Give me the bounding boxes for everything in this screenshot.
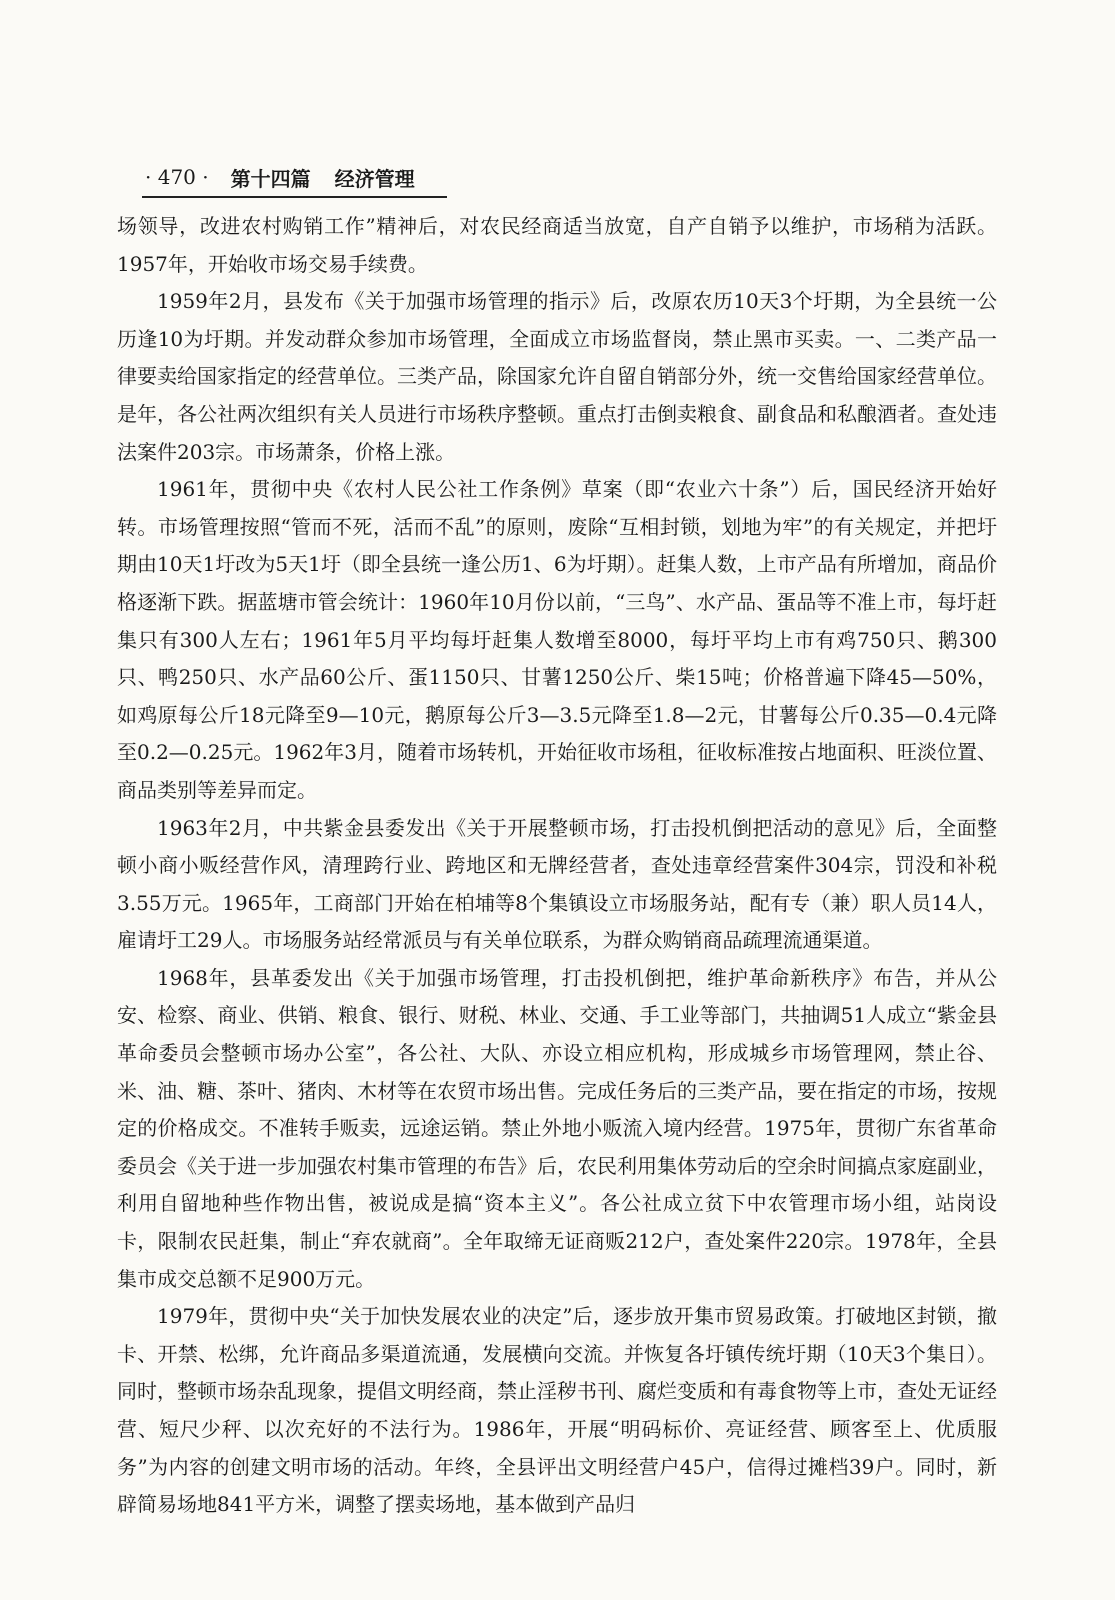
chapter-title: 经济管理	[334, 166, 415, 191]
section-label: 第十四篇	[230, 166, 311, 191]
paragraph: 1968年，县革委发出《关于加强市场管理，打击投机倒把，维护革命新秩序》布告，并从公安、检察、商业、供销、粮食、银行、财税、林业、交通、手工业等部门，共抽调51人成立“紫金县革命委员会整顿市场办公室”，各公社、大队、亦设立相应机构，形成城乡市场管理网，禁止谷、米、油、糖、茶叶、猪肉、木材等在农贸市场出售。完成任务后的三类产品，要在指定的市场，按规定的价格成交。不准转手贩卖，远途运销。禁止外地小贩流入境内经营。1975年，贯彻广东省革命委员会《关于进一步加强农村集市管理的布告》后，农民利用集体劳动后的空余时间搞点家庭副业，利用自留地种些作物出售，被说成是搞“资本主义”。各公社成立贫下中农管理市场小组，站岗设卡，限制农民赶集，制止“弃农就商”。全年取缔无证商贩212户，查处案件220宗。1978年，全县集市成交总额不足900万元。	[117, 965, 997, 1291]
page-number: · 470 ·	[145, 165, 209, 189]
body-text	[117, 208, 997, 1524]
header-rule	[142, 196, 447, 198]
paragraph: 1959年2月，县发布《关于加强市场管理的指示》后，改原农历10天3个圩期，为全县统一公历逢10为圩期。并发动群众参加市场管理，全面成立市场监督岗，禁止黑市买卖。一、二类产品一律要卖给国家指定的经营单位。三类产品，除国家允许自留自销部分外，统一交售给国家经营单位。是年，各公社两次组织有关人员进行市场秩序整顿。重点打击倒卖粮食、副食品和私酿酒者。查处违法案件203宗。市场萧条，价格上涨。	[117, 289, 997, 464]
paragraph: 1979年，贯彻中央“关于加快发展农业的决定”后，逐步放开集市贸易政策。打破地区封锁，撤卡、开禁、松绑，允许商品多渠道流通，发展横向交流。并恢复各圩镇传统圩期（10天3个集日）。同时，整顿市场杂乱现象，提倡文明经商，禁止淫秽书刊、腐烂变质和有毒食物等上市，查处无证经营、短尺少秤、以次充好的不法行为。1986年，开展“明码标价、亮证经营、顾客至上、优质服务”为内容的创建文明市场的活动。年终，全县评出文明经营户45户，信得过摊档39户。同时，新辟简易场地841平方米，调整了摆卖场地，基本做到产品归	[117, 1304, 997, 1517]
paragraph: 1961年，贯彻中央《农村人民公社工作条例》草案（即“农业六十条”）后，国民经济开始好转。市场管理按照“管而不死，活而不乱”的原则，废除“互相封锁，划地为牢”的有关规定，并把圩期由10天1圩改为5天1圩（即全县统一逢公历1、6为圩期）。赶集人数，上市产品有所增加，商品价格逐渐下跌。据蓝塘市管会统计：1960年10月份以前，“三鸟”、水产品、蛋品等不准上市，每圩赶集只有300人左右；1961年5月平均每圩赶集人数增至8000，每圩平均上市有鸡750只、鹅300只、鸭250只、水产品60公斤、蛋1150只、甘薯1250公斤、柴15吨；价格普遍下降45—50%，如鸡原每公斤18元降至9—10元，鹅原每公斤3—3.5元降至1.8—2元，甘薯每公斤0.35—0.4元降至0.2—0.25元。1962年3月，随着市场转机，开始征收市场租，征收标准按占地面积、旺淡位置、商品类别等差异而定。	[117, 477, 997, 802]
paragraph: 1963年2月，中共紫金县委发出《关于开展整顿市场，打击投机倒把活动的意见》后，全面整顿小商小贩经营作风，清理跨行业、跨地区和无牌经营者，查处违章经营案件304宗，罚没和补税3.55万元。1965年，工商部门开始在柏埔等8个集镇设立市场服务站，配有专（兼）职人员14人，雇请圩工29人。市场服务站经常派员与有关单位联系，为群众购销商品疏理流通渠道。	[117, 815, 997, 953]
paragraph: 场领导，改进农村购销工作”精神后，对农民经商适当放宽，自产自销予以维护，市场稍为活跃。1957年，开始收市场交易手续费。	[117, 214, 997, 276]
page-header	[145, 160, 445, 194]
